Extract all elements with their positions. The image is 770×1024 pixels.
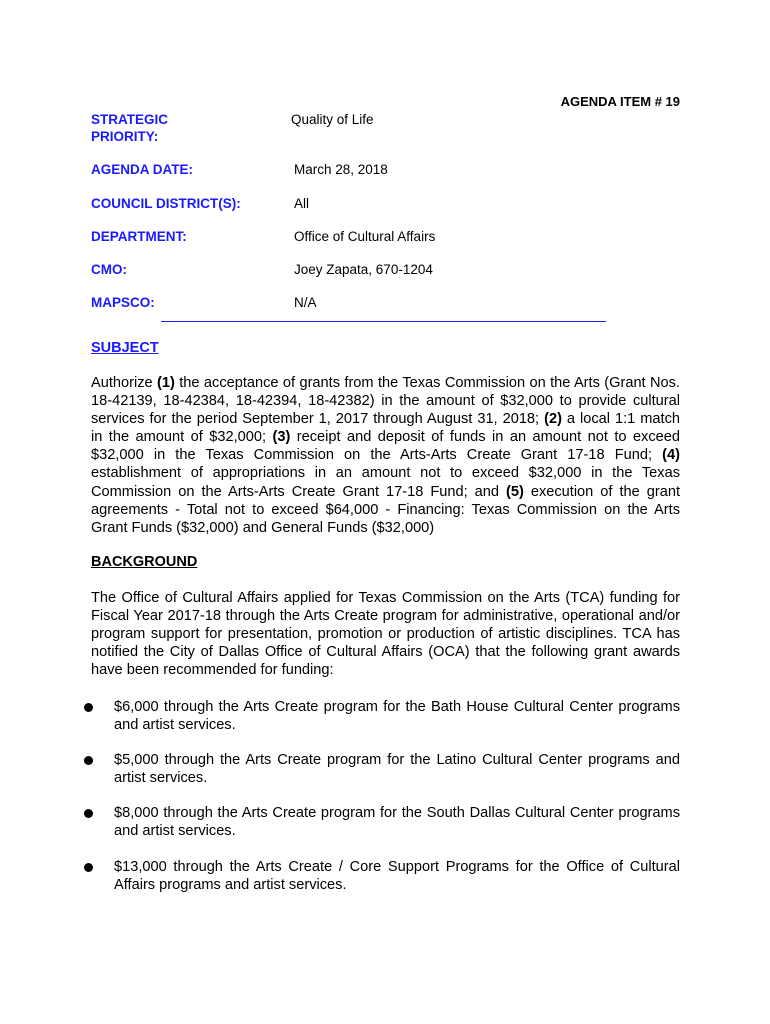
- meta-value: Quality of Life: [291, 112, 374, 127]
- list-item-text: $8,000 through the Arts Create program for the South Dallas Cultural Center programs and artist services.: [114, 805, 680, 840]
- subject-text: receipt and deposit of funds in an amount not to exceed $32,000 in the Texas Commission on the Arts-Arts Create Grant 17-18 Fund;: [91, 429, 680, 464]
- subject-heading: SUBJECT: [91, 340, 159, 356]
- meta-label: CMO:: [91, 262, 127, 277]
- item-number: (4): [662, 447, 680, 464]
- list-item-text: $13,000 through the Arts Create / Core Support Programs for the Office of Cultural Affairs programs and artist services.: [114, 858, 680, 893]
- item-number: (5): [505, 483, 524, 500]
- list-item: [84, 804, 680, 840]
- bullet-icon: [84, 809, 93, 818]
- list-item-text: $6,000 through the Arts Create program for the Bath House Cultural Center programs and artist services.: [114, 699, 680, 734]
- meta-value: N/A: [294, 295, 317, 310]
- list-item: [84, 858, 680, 894]
- meta-value: March 28, 2018: [294, 162, 388, 177]
- list-item: [84, 698, 680, 734]
- meta-value: Office of Cultural Affairs: [294, 229, 436, 244]
- bullet-icon: [84, 703, 93, 712]
- subject-text: the acceptance of grants from the Texas Commission on the Arts (Grant Nos. 18-42139, 18-42384, 18-42394, 18-42382) in the amount of $32,000 to provide cultural services for the period September 1, 2017 through August 31, 2018;: [91, 375, 680, 428]
- background-paragraph: The Office of Cultural Affairs applied for Texas Commission on the Arts (TCA) funding for Fiscal Year 2017-18 through the Arts Create program for administrative, operational and/or program support for presentation, promotion or production of artistic disciplines. TCA has notified the City of Dallas Office of Cultural Affairs (OCA) that the following grant awards have been recommended for funding:: [91, 590, 680, 679]
- section-divider: [161, 321, 606, 322]
- list-item-text: $5,000 through the Arts Create program for the Latino Cultural Center programs and artist services.: [114, 752, 680, 787]
- agenda-item-number: AGENDA ITEM # 19: [560, 94, 680, 109]
- subject-text: a local 1:1 match in the amount of $32,000;: [91, 411, 680, 446]
- bullet-icon: [84, 756, 93, 765]
- subject-text: execution of the grant agreements - Total not to exceed $64,000 - Financing: Texas Commission on the Arts Grant Funds ($32,000) and General Funds ($32,000): [91, 483, 680, 536]
- grant-awards-list: [84, 698, 680, 911]
- bullet-icon: [84, 863, 93, 872]
- meta-label: STRATEGIC PRIORITY:: [91, 112, 168, 144]
- meta-label: COUNCIL DISTRICT(S):: [91, 196, 241, 211]
- meta-label: DEPARTMENT:: [91, 229, 187, 244]
- item-number: (2): [544, 411, 562, 428]
- background-heading: BACKGROUND: [91, 554, 198, 570]
- meta-label: AGENDA DATE:: [91, 162, 193, 177]
- item-number: (1): [157, 375, 175, 391]
- subject-text: establishment of appropriations in an amount not to exceed $32,000 in the Texas Commission on the Arts-Arts Create Grant 17-18 Fund; and: [91, 465, 680, 500]
- list-item: [84, 751, 680, 787]
- item-number: (3): [272, 429, 291, 446]
- meta-label: MAPSCO:: [91, 295, 155, 310]
- meta-value: All: [294, 196, 310, 211]
- subject-paragraph: [91, 374, 680, 537]
- meta-value: Joey Zapata, 670-1204: [294, 262, 433, 277]
- subject-text: Authorize: [91, 375, 158, 391]
